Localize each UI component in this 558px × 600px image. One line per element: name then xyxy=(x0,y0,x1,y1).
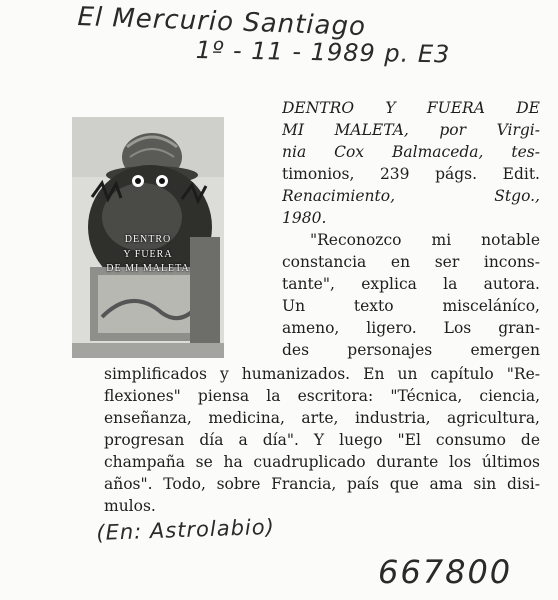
body-line: champaña se ha cuadruplicado durante los últimos xyxy=(104,453,540,471)
heading-line: 1980. xyxy=(282,209,327,227)
body-line: progresan día a día". Y luego "El consumo de xyxy=(104,431,540,449)
book-cover-title: DENTRO Y FUERA DE MI MALETA xyxy=(106,234,190,274)
heading-line: DENTRO Y FUERA DE xyxy=(282,99,540,117)
handwritten-date: 1º - 11 - 1989 p. E3 xyxy=(195,36,451,69)
handwritten-section-note: (En: Astrolabio) xyxy=(96,514,276,545)
book-cover-image xyxy=(72,117,224,358)
heading-line: nia Cox Balmaceda, tes- xyxy=(282,143,540,161)
heading-line: Renacimiento, Stgo., xyxy=(282,187,540,205)
body-line: tante", explica la autora. xyxy=(282,275,540,293)
body-line: simplificados y humanizados. En un capítulo "Re- xyxy=(104,365,540,383)
heading-line: timonios, 239 págs. Edit. xyxy=(282,165,540,183)
body-line: enseñanza, medicina, arte, industria, agricultura, xyxy=(104,409,540,427)
body-line: años". Todo, sobre Francia, país que ama sin disi- xyxy=(104,475,540,493)
body-line: constancia en ser incons- xyxy=(282,253,540,271)
handwritten-archive-number: 667800 xyxy=(378,553,513,591)
body-line: ameno, ligero. Los gran- xyxy=(282,319,540,337)
heading-line: MI MALETA, por Virgi- xyxy=(282,121,540,139)
body-line: flexiones" piensa la escritora: "Técnica, ciencia, xyxy=(104,387,540,405)
article-body-wide xyxy=(104,363,540,517)
body-line: mulos. xyxy=(104,497,156,515)
article-heading xyxy=(282,97,540,229)
body-line: des personajes emergen xyxy=(282,341,540,359)
body-line: "Reconozco mi notable xyxy=(310,231,540,249)
handwritten-source: El Mercurio Santiago xyxy=(76,2,367,43)
body-line: Un texto misceláníco, xyxy=(282,297,540,315)
article-body-column xyxy=(282,229,540,361)
